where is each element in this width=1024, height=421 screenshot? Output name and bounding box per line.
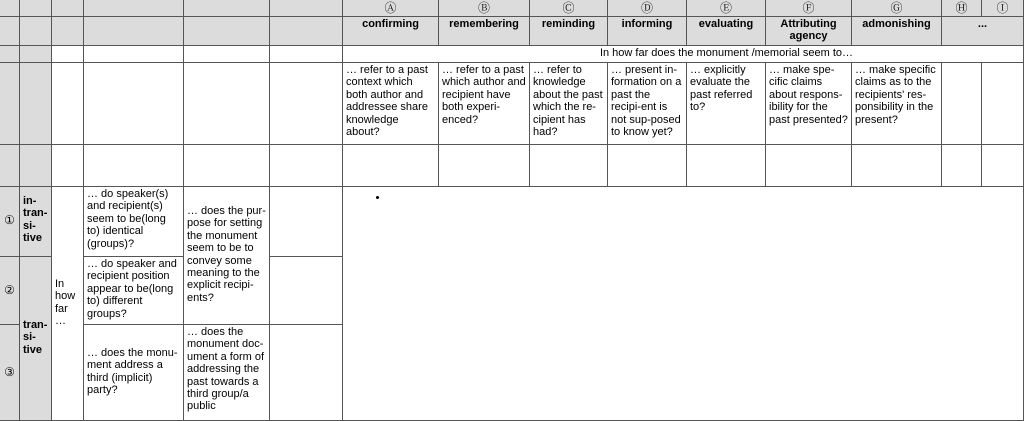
bullet-marker [376, 196, 379, 199]
blank-row-cell [687, 145, 766, 187]
question-h [942, 63, 982, 145]
blank-row-cell [270, 145, 343, 187]
row-question-1: … do speaker(s) and recipient(s) seem to be(long to) identical (groups)? [84, 187, 184, 257]
column-label-reminding: reminding [530, 17, 608, 46]
span-empty-3 [52, 46, 84, 63]
blank-side-cell [270, 187, 343, 257]
column-label-admonishing: admonishing [852, 17, 942, 46]
blank-side-cell [270, 325, 343, 421]
blank-row-cell [84, 145, 184, 187]
blank-row-cell [852, 145, 942, 187]
label-empty-1 [0, 17, 20, 46]
column-marker-d: Ⓓ [608, 0, 687, 17]
purpose-question-2: … does the monument doc-ument a form of addressing the past towards a third group/a public [184, 325, 270, 421]
column-marker-f: Ⓕ [766, 0, 852, 17]
column-marker-h: Ⓗ [942, 0, 982, 17]
span-empty-1 [0, 46, 20, 63]
question-remembering: … refer to a past which author and recipient have both experi-enced? [439, 63, 530, 145]
column-marker-b: Ⓑ [439, 0, 530, 17]
question-empty-3 [52, 63, 84, 145]
span-empty-5 [184, 46, 270, 63]
label-empty-5 [184, 17, 270, 46]
blank-row-cell [439, 145, 530, 187]
column-marker-a: Ⓐ [343, 0, 439, 17]
blank-row-cell [20, 145, 52, 187]
question-evaluating: … explicitly evaluate the past referred to? [687, 63, 766, 145]
column-marker-e: Ⓔ [687, 0, 766, 17]
question-informing: … present in-formation on a past the recipi-ent is not sup-posed to know yet? [608, 63, 687, 145]
column-marker-c: Ⓒ [530, 0, 608, 17]
row-type-transitive: tran- si- tive [20, 257, 52, 421]
span-empty-2 [20, 46, 52, 63]
blank-row-cell [184, 145, 270, 187]
blank-side-cell [270, 257, 343, 325]
row-number-3: ③ [0, 325, 20, 421]
question-empty-1 [0, 63, 20, 145]
label-empty-2 [20, 17, 52, 46]
column-label-evaluating: evaluating [687, 17, 766, 46]
corner-cell-2 [20, 0, 52, 17]
question-i [982, 63, 1024, 145]
row-type-intransitive: in- tran- si- tive [20, 187, 52, 257]
purpose-question-1: … does the pur-pose for setting the monument seem to be to convey some meaning to the explicit recipi-ents? [184, 187, 270, 325]
blank-row-cell [942, 145, 982, 187]
span-empty-6 [270, 46, 343, 63]
blank-row-cell [343, 145, 439, 187]
blank-row-cell [766, 145, 852, 187]
in-how-far-label: In how far … [52, 187, 84, 421]
corner-cell-3 [52, 0, 84, 17]
question-admonishing: … make specific claims as to the recipients' res-ponsibility in the present? [852, 63, 942, 145]
corner-cell-5 [184, 0, 270, 17]
question-empty-4 [84, 63, 184, 145]
question-confirming: … refer to a past context which both author and addressee share knowledge about? [343, 63, 439, 145]
column-label-remembering: remembering [439, 17, 530, 46]
question-attributing-agency: … make spe-cific claims about respons-ibility for the past presented? [766, 63, 852, 145]
question-reminding: … refer to knowledge about the past which the re-cipient has had? [530, 63, 608, 145]
row-number-2: ② [0, 257, 20, 325]
corner-cell-6 [270, 0, 343, 17]
corner-cell-4 [84, 0, 184, 17]
column-label-informing: informing [608, 17, 687, 46]
question-empty-2 [20, 63, 52, 145]
column-marker-i: Ⓘ [982, 0, 1024, 17]
label-empty-4 [84, 17, 184, 46]
label-empty-3 [52, 17, 84, 46]
span-empty-4 [84, 46, 184, 63]
blank-row-cell [52, 145, 84, 187]
blank-row-cell [0, 145, 20, 187]
corner-cell-1 [0, 0, 20, 17]
column-label-attributing-agency: Attributing agency [766, 17, 852, 46]
blank-row-cell [608, 145, 687, 187]
span-heading: In how far does the monument /memorial seem to… [343, 46, 1024, 63]
column-label-confirming: confirming [343, 17, 439, 46]
question-empty-5 [184, 63, 270, 145]
row-question-2: … do speaker and recipient position appear to be(long to) different groups? [84, 257, 184, 325]
label-empty-6 [270, 17, 343, 46]
row-question-3: … does the monu-ment address a third (implicit) party? [84, 325, 184, 421]
question-empty-6 [270, 63, 343, 145]
empty-matrix-area [343, 187, 1024, 421]
blank-row-cell [530, 145, 608, 187]
column-label-ellipsis: ... [942, 17, 1024, 46]
row-number-1: ① [0, 187, 20, 257]
column-marker-g: Ⓖ [852, 0, 942, 17]
blank-row-cell [982, 145, 1024, 187]
